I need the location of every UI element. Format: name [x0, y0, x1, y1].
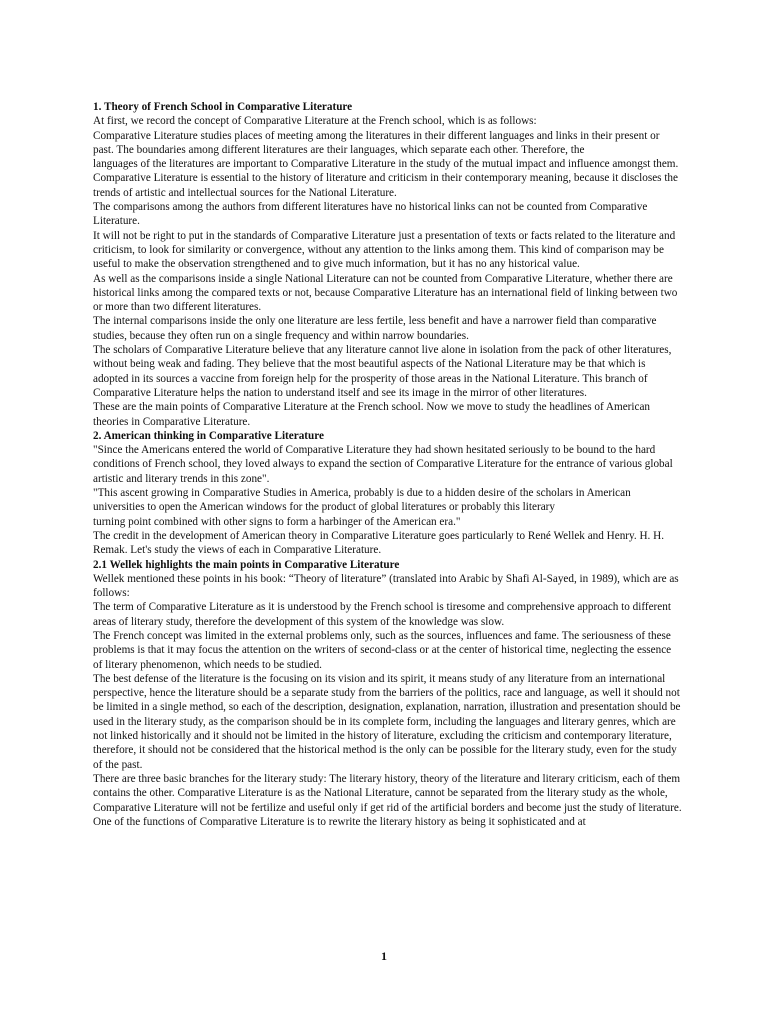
paragraph: The credit in the development of American theory in Comparative Literature goes particularly to René Wellek and Henry. H. H. Remak. Let's study the views of each in Comparative Literature.: [93, 529, 665, 557]
paragraph: turning point combined with other signs to form a harbinger of the American era.": [93, 515, 461, 528]
paragraph: languages of the literatures are important to Comparative Literature in the study of the mutual impact and influence amongst them.: [93, 158, 679, 171]
paragraph: Comparative Literature studies places of meeting among the literatures in their different languages and links in their present or past. The boundaries among different literatures are their languages, which separate each other. Therefore, the: [93, 129, 660, 156]
paragraph: At first, we record the concept of Comparative Literature at the French school, which is as follows:: [93, 115, 537, 128]
paragraph: The best defense of the literature is the focusing on its vision and its spirit, it means study of any literature from an international perspective, hence the literature should be a separate study from the barriers of the politics, race and language, as well it should not be limited in a single method, so each of the description, designation, explanation, narration, illustration and presentation should be used in the literary study, as the comparison should be in its complete form, including the languages and literary genres, which are not linked historically and it should not be limited in the history of literature, excluding the criticism and contemporary literature, therefore, it should not be considered that the historical method is the only can be possible for the literary study, even for the study of the past.: [93, 672, 681, 771]
section-heading-wellek: 2.1 Wellek highlights the main points in Comparative Literature: [93, 558, 400, 571]
paragraph: The term of Comparative Literature as it is understood by the French school is tiresome and comprehensive approach to different areas of literary study, therefore the development of this system of the knowledge was slow.: [93, 601, 671, 628]
paragraph: The French concept was limited in the external problems only, such as the sources, influences and fame. The seriousness of these problems is that it may focus the attention on the writers of second-class or at the center of historical time, neglecting the essence of literary phenomenon, which needs to be studied.: [93, 629, 672, 671]
paragraph: Comparative Literature is essential to the history of literature and criticism in their contemporary meaning, because it discloses the trends of artistic and intellectual sources for the National Literature.: [93, 172, 678, 199]
paragraph: One of the functions of Comparative Literature is to rewrite the literary history as being it sophisticated and at: [93, 815, 586, 828]
paragraph: As well as the comparisons inside a single National Literature can not be counted from Comparative Literature, whether there are historical links among the compared texts or not, because Comparative Literature has an international field of linking between two or more than two different literatures.: [93, 272, 678, 314]
section-heading-american-thinking: 2. American thinking in Comparative Literature: [93, 429, 324, 442]
paragraph: These are the main points of Comparative Literature at the French school. Now we move to study the headlines of American theories in Comparative Literature.: [93, 401, 651, 428]
paragraph: Wellek mentioned these points in his book: “Theory of literature” (translated into Arabic by Shafi Al-Sayed, in 1989), which are as follows:: [93, 572, 679, 600]
paragraph: The comparisons among the authors from different literatures have no historical links can not be counted from Comparative Literature.: [93, 201, 648, 228]
paragraph: It will not be right to put in the standards of Comparative Literature just a presentation of texts or facts related to the literature and criticism, to look for similarity or convergence, without any attention to the links among them. This kind of comparison may be useful to make the observation strengthened and to give much information, but it has no any historical value.: [93, 229, 676, 271]
paragraph: There are three basic branches for the literary study: The literary history, theory of the literature and literary criticism, each of them contains the other. Comparative Literature is as the National Literature, cannot be separated from the literary study as the whole, Comparative Literature will not be fertilize and useful only if get rid of the artificial borders and become just the study of literature.: [93, 772, 682, 814]
paragraph: "This ascent growing in Comparative Studies in America, probably is due to a hidden desire of the scholars in American universities to open the American windows for the product of global literatures or probably this literary: [93, 487, 631, 514]
paragraph: The scholars of Comparative Literature believe that any literature cannot live alone in isolation from the pack of other literatures, without being weak and fading. They believe that the most beautiful aspects of the National Literature may be that which is adopted in its sources a vaccine from foreign help for the prosperity of those areas in the National Literature. This branch of Comparative Literature helps the nation to understand itself and see its image in the mirror of other literatures.: [93, 344, 672, 399]
page-content: [93, 100, 683, 829]
section-heading-french-school: 1. Theory of French School in Comparative Literature: [93, 101, 353, 113]
page-number: 1: [381, 949, 387, 963]
paragraph: The internal comparisons inside the only one literature are less fertile, less benefit and have a narrower field than comparative studies, because they often run on a single frequency and within narrow boundaries.: [93, 315, 657, 342]
paragraph: "Since the Americans entered the world of Comparative Literature they had shown hesitated seriously to be bound to the hard conditions of French school, they loved always to expand the section of Comparative Literature for the entrance of various global artistic and literary trends in this zone".: [93, 444, 673, 485]
